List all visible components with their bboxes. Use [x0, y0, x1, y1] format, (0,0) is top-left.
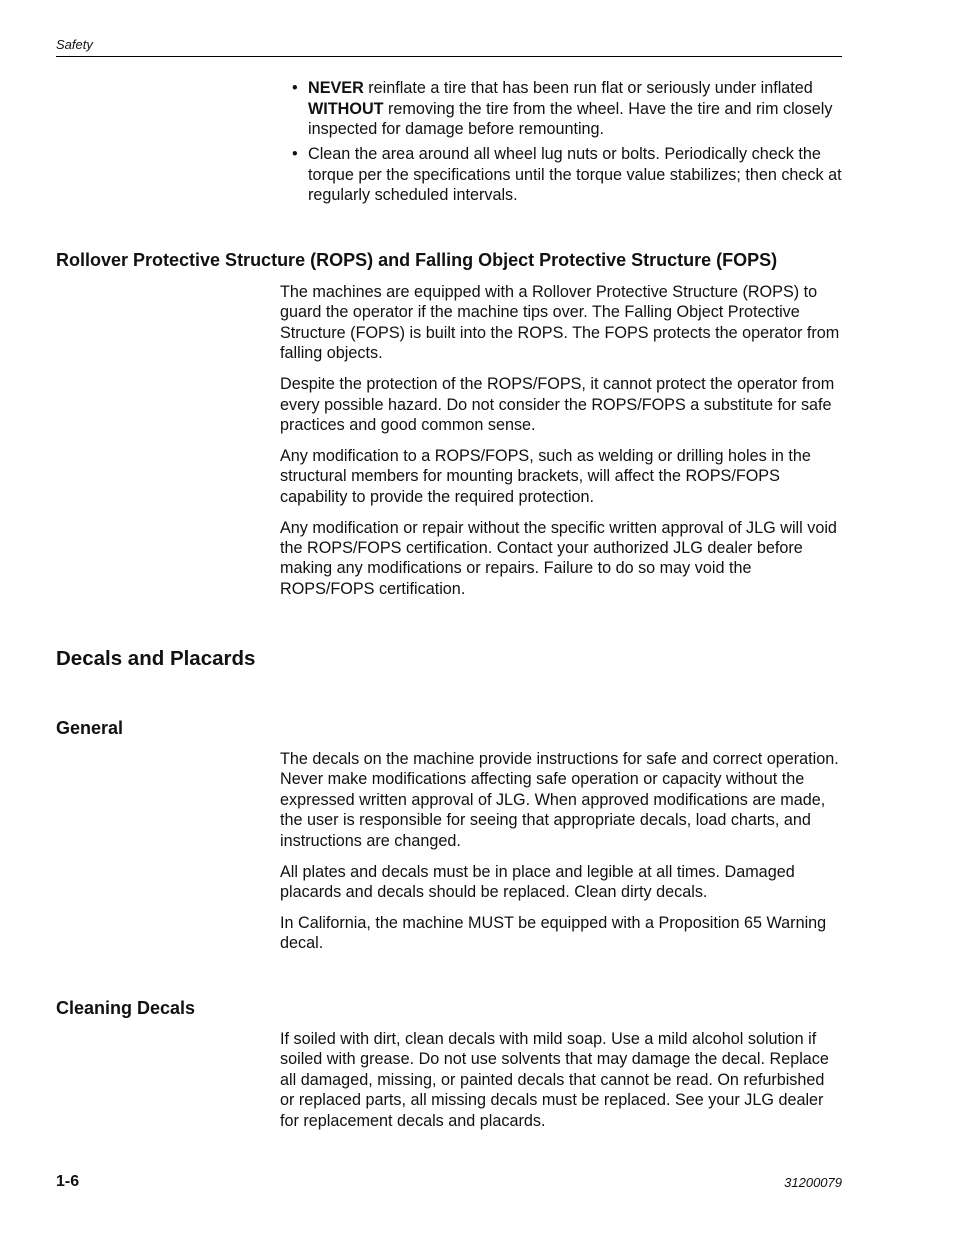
- section-label: Safety: [56, 37, 93, 52]
- paragraph: Despite the protection of the ROPS/FOPS, it cannot protect the operator from every possible hazard. Do not consider the ROPS/FOPS a substitute for safe practices and good common sense.: [280, 375, 835, 434]
- cleaning-decals-heading: Cleaning Decals: [56, 998, 196, 1018]
- bullet-text: removing the tire from the wheel. Have the tire and rim closely inspected for damage before remounting.: [308, 99, 833, 138]
- cleaning-body: [280, 1029, 842, 1142]
- tire-bullet-list: [292, 78, 844, 210]
- rops-body: [280, 282, 842, 610]
- general-body: [280, 749, 842, 964]
- page-header: [56, 36, 842, 54]
- decals-heading: Decals and Placards: [56, 647, 256, 670]
- page-number: 1-6: [56, 1173, 80, 1190]
- bullet-icon: •: [292, 79, 298, 97]
- paragraph: All plates and decals must be in place and legible at all times. Damaged placards and decals should be replaced. Clean dirty decals.: [280, 862, 795, 901]
- rops-heading: Rollover Protective Structure (ROPS) and Falling Object Protective Structure (FOPS): [56, 250, 778, 270]
- bullet-icon: •: [292, 145, 298, 163]
- bullet-text: reinflate a tire that has been run flat or seriously under inflated: [363, 79, 813, 97]
- paragraph: If soiled with dirt, clean decals with mild soap. Use a mild alcohol solution if soiled with grease. Do not use solvents that may damage the decal. Replace all damaged, missing, or painted decals that cannot be read. On refurbished or replaced parts, all missing decals must be replaced. See your JLG dealer for replacement decals and placards.: [280, 1030, 829, 1130]
- header-rule: [56, 56, 842, 57]
- document-number: 31200079: [784, 1175, 842, 1190]
- emphasis-without: WITHOUT: [308, 99, 384, 118]
- list-item: [292, 144, 844, 206]
- bullet-text: Clean the area around all wheel lug nuts or bolts. Periodically check the torque per the specifications until the torque value stabilizes; then check at regularly scheduled intervals.: [308, 145, 842, 204]
- paragraph: The machines are equipped with a Rollover Protective Structure (ROPS) to guard the operator if the machine tips over. The Falling Object Protective Structure (FOPS) is built into the ROPS. The FOPS protects the operator from falling objects.: [280, 283, 840, 363]
- list-item: [292, 78, 844, 140]
- emphasis-never: NEVER: [308, 79, 364, 97]
- paragraph: Any modification or repair without the specific written approval of JLG will void the ROPS/FOPS certification. Contact your authorized JLG dealer before making any modifications or repairs. Failure to do so may void the ROPS/FOPS certification.: [280, 518, 837, 598]
- paragraph: The decals on the machine provide instructions for safe and correct operation. Never make modifications affecting safe operation or capacity without the expressed written approval of JLG. When approved modifications are made, the user is responsible for seeing that appropriate decals, load charts, and instructions are changed.: [280, 750, 839, 850]
- paragraph: In California, the machine MUST be equipped with a Proposition 65 Warning decal.: [280, 913, 827, 953]
- paragraph: Any modification to a ROPS/FOPS, such as welding or drilling holes in the structural members for mounting brackets, will affect the ROPS/FOPS capability to provide the required protection.: [280, 446, 811, 506]
- general-heading: General: [56, 718, 124, 738]
